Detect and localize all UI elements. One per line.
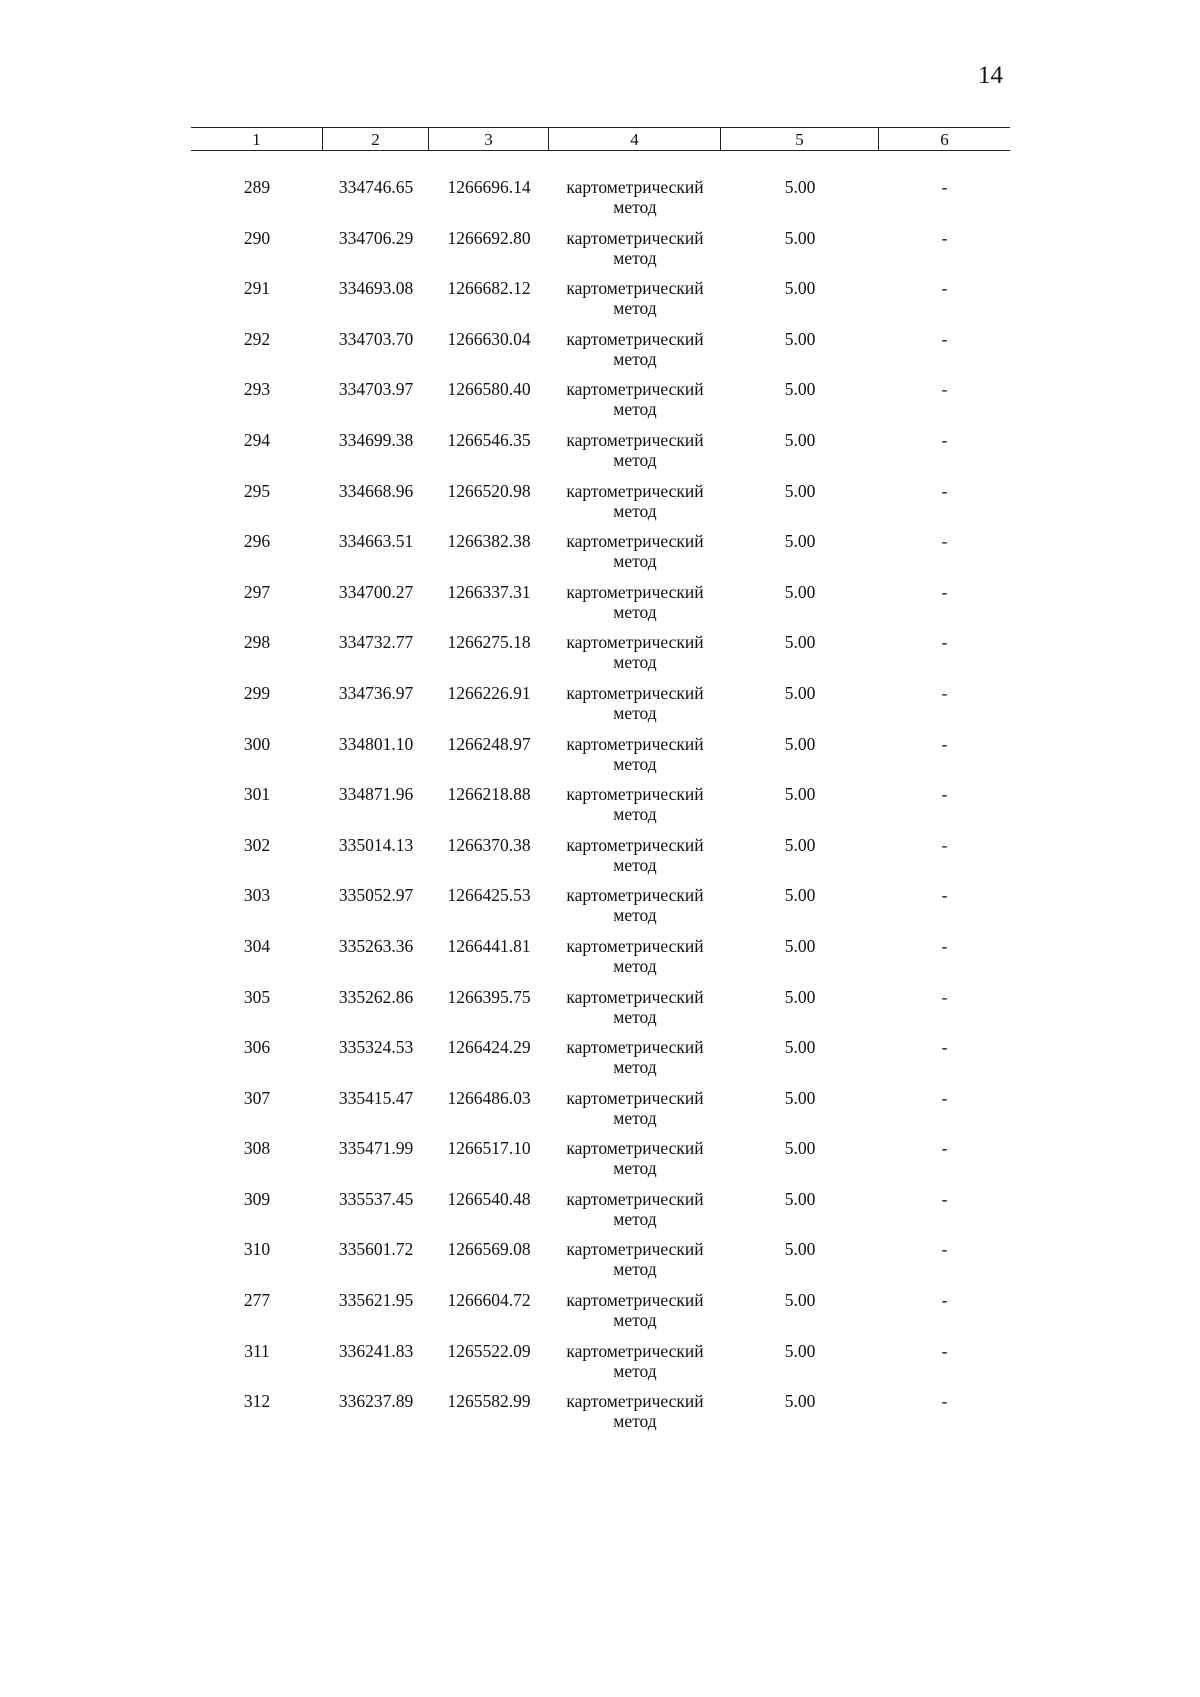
precision-cell: 5.00 [784,632,816,653]
table-row [191,478,1010,529]
point-number-cell: 298 [243,632,271,653]
point-number-cell: 290 [243,227,271,248]
method-text-line-2: метод [613,1057,657,1078]
table-row [191,1186,1010,1237]
description-cell: - [941,986,948,1007]
coordinates-table-body [191,174,1010,1439]
precision-cell: 5.00 [784,1138,816,1159]
table-row [191,275,1010,326]
table-row [191,427,1010,478]
precision-cell: 5.00 [784,177,816,197]
precision-cell: 5.00 [784,682,816,703]
table-row [191,1338,1010,1389]
method-cell [549,784,721,824]
point-number-cell: 303 [243,885,271,906]
precision-cell: 5.00 [784,480,816,501]
table-row [191,832,1010,883]
description-cell: - [941,278,948,299]
method-text-line-1: картометрический [566,480,704,501]
point-number-cell: 307 [243,1087,271,1108]
method-text-line-2: метод [613,1411,657,1432]
description-cell: - [941,531,948,552]
method-cell [549,1290,721,1330]
method-text-line-2: метод [613,1360,657,1381]
point-number-cell: 297 [243,581,271,602]
description-cell: - [941,581,948,602]
x-coordinate-cell: 335052.97 [338,885,414,906]
y-coordinate-cell: 1266226.91 [447,682,531,703]
table-row [191,579,1010,630]
method-cell [549,481,721,521]
method-text-line-1: картометрический [566,1188,704,1209]
method-text-line-2: метод [613,1310,657,1331]
method-cell [549,1037,721,1077]
method-text-line-2: метод [613,1208,657,1229]
point-number-cell: 300 [243,733,271,754]
y-coordinate-cell: 1266692.80 [447,227,531,248]
method-cell [549,987,721,1027]
point-number-cell: 304 [243,935,271,956]
point-number-cell: 296 [243,531,271,552]
method-text-line-2: метод [613,955,657,976]
precision-cell: 5.00 [784,885,816,906]
point-number-cell: 295 [243,480,271,501]
table-row [191,1085,1010,1136]
method-text-line-2: метод [613,1158,657,1179]
y-coordinate-cell: 1266337.31 [447,581,531,602]
y-coordinate-cell: 1266395.75 [447,986,531,1007]
x-coordinate-cell: 334746.65 [338,177,414,197]
y-coordinate-cell: 1266569.08 [447,1239,531,1260]
description-cell: - [941,1340,948,1361]
x-coordinate-cell: 335471.99 [338,1138,414,1159]
y-coordinate-cell: 1266546.35 [447,429,531,450]
point-number-cell: 312 [243,1391,271,1412]
description-cell: - [941,429,948,450]
table-row [191,984,1010,1035]
method-text-line-1: картометрический [566,885,704,906]
x-coordinate-cell: 335415.47 [338,1087,414,1108]
method-cell [549,632,721,672]
y-coordinate-cell: 1266248.97 [447,733,531,754]
point-number-cell: 277 [243,1290,271,1311]
method-cell [549,379,721,419]
method-cell [549,683,721,723]
method-cell [549,177,721,217]
table-row [191,528,1010,579]
x-coordinate-cell: 334693.08 [338,278,414,299]
y-coordinate-cell: 1266696.14 [447,177,531,197]
method-text-line-2: метод [613,702,657,723]
method-text-line-2: метод [613,247,657,268]
column-header-5: 5 [721,128,879,150]
method-text-line-1: картометрический [566,227,704,248]
point-number-cell: 308 [243,1138,271,1159]
column-header-3: 3 [429,128,549,150]
method-cell [549,1391,721,1431]
description-cell: - [941,935,948,956]
y-coordinate-cell: 1266630.04 [447,328,531,349]
y-coordinate-cell: 1266275.18 [447,632,531,653]
method-text-line-2: метод [613,753,657,774]
method-text-line-2: метод [613,1107,657,1128]
point-number-cell: 309 [243,1188,271,1209]
method-text-line-2: метод [613,551,657,572]
y-coordinate-cell: 1266520.98 [447,480,531,501]
description-cell: - [941,733,948,754]
method-text-line-2: метод [613,1259,657,1280]
precision-cell: 5.00 [784,935,816,956]
method-text-line-1: картометрический [566,1037,704,1058]
table-row [191,1388,1010,1439]
method-text-line-1: картометрический [566,379,704,400]
method-text-line-2: метод [613,197,657,217]
point-number-cell: 293 [243,379,271,400]
table-row [191,933,1010,984]
table-row [191,1135,1010,1186]
method-cell [549,278,721,318]
x-coordinate-cell: 334703.70 [338,328,414,349]
method-cell [549,430,721,470]
x-coordinate-cell: 335262.86 [338,986,414,1007]
x-coordinate-cell: 335601.72 [338,1239,414,1260]
precision-cell: 5.00 [784,986,816,1007]
description-cell: - [941,682,948,703]
method-text-line-1: картометрический [566,429,704,450]
precision-cell: 5.00 [784,784,816,805]
y-coordinate-cell: 1266425.53 [447,885,531,906]
method-cell [549,329,721,369]
method-text-line-1: картометрический [566,935,704,956]
method-cell [549,531,721,571]
table-row [191,781,1010,832]
table-row [191,629,1010,680]
y-coordinate-cell: 1266540.48 [447,1188,531,1209]
method-cell [549,1239,721,1279]
precision-cell: 5.00 [784,581,816,602]
point-number-cell: 299 [243,682,271,703]
method-text-line-1: картометрический [566,581,704,602]
x-coordinate-cell: 334871.96 [338,784,414,805]
method-text-line-1: картометрический [566,834,704,855]
x-coordinate-cell: 334801.10 [338,733,414,754]
x-coordinate-cell: 335537.45 [338,1188,414,1209]
x-coordinate-cell: 334736.97 [338,682,414,703]
column-header-2: 2 [323,128,429,150]
point-number-cell: 291 [243,278,271,299]
description-cell: - [941,1290,948,1311]
table-row [191,376,1010,427]
point-number-cell: 292 [243,328,271,349]
method-text-line-1: картометрический [566,986,704,1007]
precision-cell: 5.00 [784,1340,816,1361]
method-text-line-1: картометрический [566,784,704,805]
description-cell: - [941,328,948,349]
method-text-line-1: картометрический [566,531,704,552]
x-coordinate-cell: 334699.38 [338,429,414,450]
x-coordinate-cell: 336241.83 [338,1340,414,1361]
column-header-1: 1 [191,128,323,150]
description-cell: - [941,885,948,906]
x-coordinate-cell: 335621.95 [338,1290,414,1311]
method-text-line-2: метод [613,905,657,926]
precision-cell: 5.00 [784,227,816,248]
description-cell: - [941,632,948,653]
y-coordinate-cell: 1266382.38 [447,531,531,552]
precision-cell: 5.00 [784,531,816,552]
method-text-line-2: метод [613,399,657,420]
method-cell [549,936,721,976]
point-number-cell: 310 [243,1239,271,1260]
method-text-line-1: картометрический [566,1138,704,1159]
method-text-line-1: картометрический [566,682,704,703]
method-text-line-1: картометрический [566,632,704,653]
method-text-line-2: метод [613,652,657,673]
point-number-cell: 302 [243,834,271,855]
method-text-line-2: метод [613,854,657,875]
description-cell: - [941,379,948,400]
precision-cell: 5.00 [784,1188,816,1209]
y-coordinate-cell: 1266370.38 [447,834,531,855]
x-coordinate-cell: 334703.97 [338,379,414,400]
precision-cell: 5.00 [784,278,816,299]
table-row [191,680,1010,731]
method-text-line-2: метод [613,348,657,369]
point-number-cell: 311 [244,1340,270,1361]
precision-cell: 5.00 [784,429,816,450]
method-cell [549,1341,721,1381]
method-text-line-2: метод [613,449,657,470]
page-number: 14 [978,62,1003,89]
column-header-row [191,127,1010,151]
method-text-line-1: картометрический [566,177,704,197]
table-row [191,731,1010,782]
y-coordinate-cell: 1266441.81 [447,935,531,956]
method-text-line-1: картометрический [566,1391,704,1412]
precision-cell: 5.00 [784,1087,816,1108]
precision-cell: 5.00 [784,1239,816,1260]
precision-cell: 5.00 [784,1391,816,1412]
method-cell [549,1138,721,1178]
method-cell [549,228,721,268]
description-cell: - [941,1138,948,1159]
description-cell: - [941,784,948,805]
x-coordinate-cell: 335014.13 [338,834,414,855]
precision-cell: 5.00 [784,733,816,754]
method-text-line-1: картометрический [566,278,704,299]
x-coordinate-cell: 334732.77 [338,632,414,653]
point-number-cell: 301 [243,784,271,805]
table-row [191,1236,1010,1287]
method-text-line-2: метод [613,601,657,622]
method-text-line-1: картометрический [566,1290,704,1311]
precision-cell: 5.00 [784,1037,816,1058]
x-coordinate-cell: 334706.29 [338,227,414,248]
table-row [191,1034,1010,1085]
point-number-cell: 305 [243,986,271,1007]
x-coordinate-cell: 335324.53 [338,1037,414,1058]
precision-cell: 5.00 [784,328,816,349]
method-cell [549,1088,721,1128]
method-text-line-2: метод [613,804,657,825]
description-cell: - [941,1391,948,1412]
y-coordinate-cell: 1266580.40 [447,379,531,400]
method-cell [549,734,721,774]
method-text-line-1: картометрический [566,1087,704,1108]
method-cell [549,835,721,875]
method-cell [549,885,721,925]
y-coordinate-cell: 1266424.29 [447,1037,531,1058]
y-coordinate-cell: 1266486.03 [447,1087,531,1108]
y-coordinate-cell: 1266682.12 [447,278,531,299]
y-coordinate-cell: 1266218.88 [447,784,531,805]
description-cell: - [941,227,948,248]
method-text-line-1: картометрический [566,1239,704,1260]
x-coordinate-cell: 334700.27 [338,581,414,602]
method-text-line-2: метод [613,500,657,521]
method-text-line-2: метод [613,1006,657,1027]
column-header-4: 4 [549,128,721,150]
y-coordinate-cell: 1265582.99 [447,1391,531,1412]
method-text-line-1: картометрический [566,733,704,754]
x-coordinate-cell: 336237.89 [338,1391,414,1412]
y-coordinate-cell: 1265522.09 [447,1340,531,1361]
point-number-cell: 289 [243,177,271,197]
table-row [191,882,1010,933]
description-cell: - [941,1239,948,1260]
description-cell: - [941,1037,948,1058]
table-row [191,225,1010,276]
precision-cell: 5.00 [784,834,816,855]
y-coordinate-cell: 1266517.10 [447,1138,531,1159]
method-text-line-2: метод [613,298,657,319]
x-coordinate-cell: 334663.51 [338,531,414,552]
description-cell: - [941,480,948,501]
description-cell: - [941,1188,948,1209]
precision-cell: 5.00 [784,379,816,400]
method-text-line-1: картометрический [566,1340,704,1361]
x-coordinate-cell: 334668.96 [338,480,414,501]
description-cell: - [941,1087,948,1108]
point-number-cell: 294 [243,429,271,450]
description-cell: - [941,834,948,855]
table-row [191,174,1010,225]
y-coordinate-cell: 1266604.72 [447,1290,531,1311]
table-row [191,326,1010,377]
method-text-line-1: картометрический [566,328,704,349]
x-coordinate-cell: 335263.36 [338,935,414,956]
column-header-6: 6 [940,130,949,149]
table-row [191,1287,1010,1338]
precision-cell: 5.00 [784,1290,816,1311]
method-cell [549,1189,721,1229]
point-number-cell: 306 [243,1037,271,1058]
description-cell: - [941,177,948,197]
method-cell [549,582,721,622]
